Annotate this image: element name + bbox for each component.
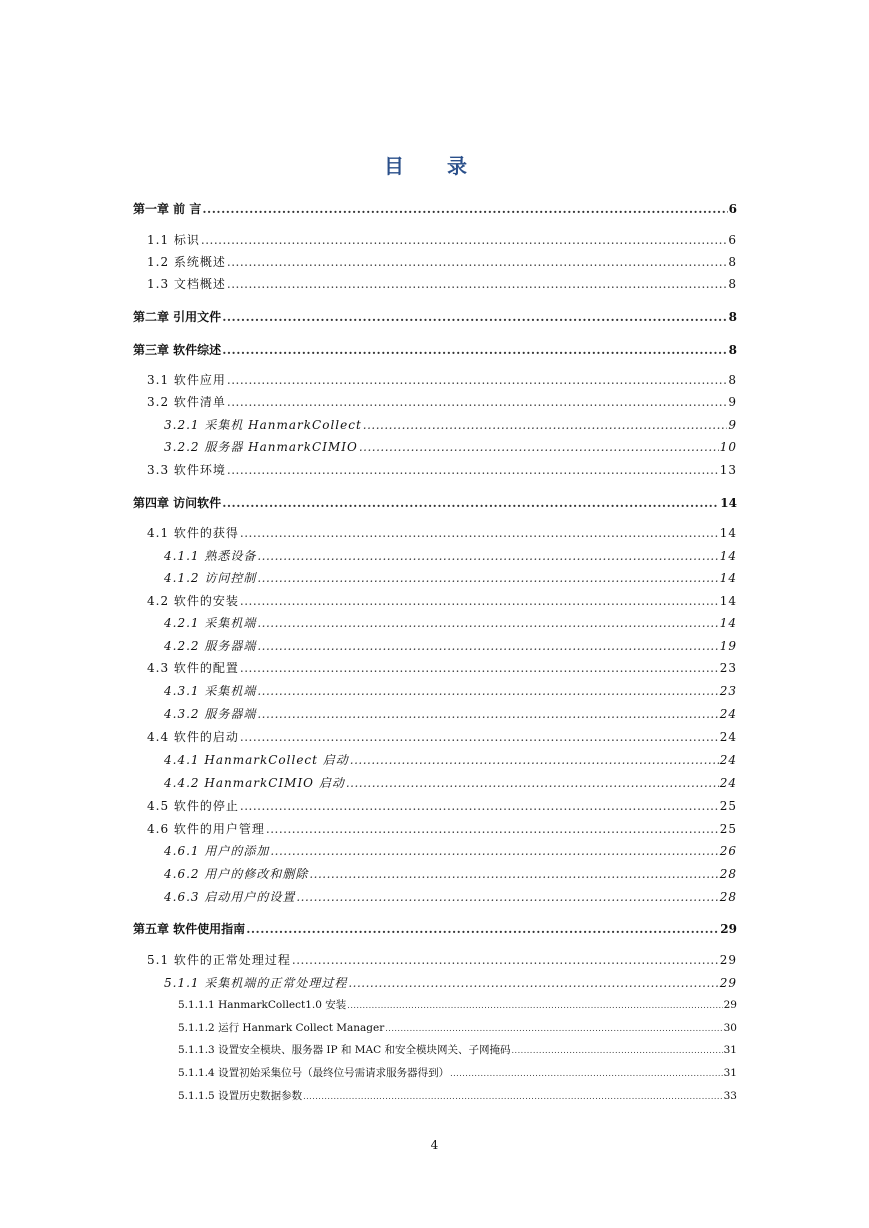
toc-entry-page: 14	[719, 594, 737, 608]
dot-leader	[227, 255, 727, 269]
dot-leader	[240, 799, 719, 813]
dot-leader	[222, 496, 719, 510]
toc-entry-page: 19	[719, 639, 737, 653]
dot-leader	[303, 1090, 723, 1102]
toc-entry-label: 第五章 软件使用指南	[133, 922, 246, 936]
dot-leader	[350, 753, 719, 767]
toc-entry-page: 9	[728, 395, 737, 409]
toc-entry-label: 4.4.1 HanmarkCollect 启动	[164, 753, 349, 767]
toc-entry[interactable]	[178, 1042, 737, 1057]
dot-leader	[240, 526, 719, 540]
toc-entry-label: 4.6.3 启动用户的设置	[164, 890, 296, 904]
toc-entry-page: 14	[720, 496, 737, 510]
toc-entry-page: 6	[728, 233, 737, 247]
toc-entry-page: 8	[728, 310, 737, 324]
dot-leader	[257, 571, 718, 585]
dot-leader	[450, 1067, 723, 1079]
toc-entry-page: 23	[719, 684, 737, 698]
toc-entry-page: 14	[719, 526, 737, 540]
toc-entry[interactable]	[178, 1088, 737, 1103]
dot-leader	[363, 418, 728, 432]
toc-entry[interactable]	[147, 728, 737, 745]
toc-entry[interactable]	[164, 842, 737, 859]
dot-leader	[257, 616, 718, 630]
toc-entry-label: 3.2.2 服务器 HanmarkCIMIO	[164, 440, 358, 454]
toc-entry-label: 4.2.2 服务器端	[164, 639, 257, 653]
dot-leader	[347, 999, 722, 1011]
toc-entry-page: 8	[728, 255, 737, 269]
toc-entry[interactable]	[164, 751, 737, 768]
toc-entry-label: 4.3.1 采集机端	[164, 684, 257, 698]
toc-entry-label: 5.1.1.3 设置安全模块、服务器 IP 和 MAC 和安全模块网关、子网掩码	[178, 1044, 511, 1056]
toc-entry-page: 23	[719, 661, 737, 675]
dot-leader	[385, 1022, 722, 1034]
dot-leader	[201, 233, 727, 247]
toc-entry[interactable]	[147, 592, 737, 609]
toc-entry[interactable]	[133, 494, 737, 511]
toc-entry[interactable]	[147, 253, 737, 270]
toc-entry[interactable]	[133, 200, 737, 217]
toc-entry-page: 28	[719, 867, 737, 881]
toc-entry-label: 第二章 引用文件	[133, 310, 222, 324]
toc-entry-label: 第一章 前 言	[133, 202, 202, 216]
toc-entry-label: 4.6.1 用户的添加	[164, 844, 270, 858]
toc-entry-label: 4.4 软件的启动	[147, 730, 239, 744]
dot-leader	[240, 594, 719, 608]
toc-entry[interactable]	[164, 888, 737, 905]
toc-entry-label: 5.1.1 采集机端的正常处理过程	[164, 976, 348, 990]
toc-entry-page: 31	[723, 1067, 737, 1079]
toc-entry-page: 24	[719, 730, 737, 744]
dot-leader	[512, 1044, 723, 1056]
dot-leader	[227, 395, 727, 409]
toc-entry-label: 3.1 软件应用	[147, 373, 226, 387]
toc-entry-page: 28	[719, 890, 737, 904]
toc-entry-page: 29	[719, 953, 737, 967]
toc-entry-label: 5.1.1.2 运行 Hanmark Collect Manager	[178, 1022, 385, 1034]
toc-entry-page: 25	[719, 822, 737, 836]
toc-entry-label: 4.2 软件的安装	[147, 594, 239, 608]
dot-leader	[266, 822, 719, 836]
toc-entry-label: 4.6 软件的用户管理	[147, 822, 265, 836]
toc-entry[interactable]	[178, 997, 737, 1012]
toc-entry-label: 3.3 软件环境	[147, 463, 226, 477]
toc-entry-page: 14	[719, 549, 737, 563]
dot-leader	[296, 890, 718, 904]
toc-entry-label: 1.2 系统概述	[147, 255, 226, 269]
dot-leader	[346, 776, 719, 790]
toc-entry-page: 9	[728, 418, 737, 432]
dot-leader	[227, 373, 727, 387]
toc-entry-label: 4.3.2 服务器端	[164, 707, 257, 721]
toc-entry[interactable]	[147, 659, 737, 676]
dot-leader	[257, 639, 718, 653]
toc-entry-label: 4.1.2 访问控制	[164, 571, 257, 585]
toc-entry[interactable]	[164, 416, 737, 433]
toc-entry[interactable]	[147, 371, 737, 388]
toc-entry-label: 3.2.1 采集机 HanmarkCollect	[164, 418, 362, 432]
toc-entry[interactable]	[164, 865, 737, 882]
toc-entry-label: 5.1.1.4 设置初始采集位号（最终位号需请求服务器得到）	[178, 1067, 450, 1079]
toc-entry-label: 4.2.1 采集机端	[164, 616, 257, 630]
toc-entry[interactable]	[164, 682, 737, 699]
toc-entry[interactable]	[147, 275, 737, 292]
toc-entry-label: 4.5 软件的停止	[147, 799, 239, 813]
toc-entry-page: 13	[719, 463, 737, 477]
toc-entry-label: 4.6.2 用户的修改和删除	[164, 867, 309, 881]
toc-entry[interactable]	[147, 951, 737, 968]
toc-entry-page: 26	[719, 844, 737, 858]
dot-leader	[292, 953, 719, 967]
toc-entry[interactable]	[164, 438, 737, 455]
toc-entry-page: 8	[728, 373, 737, 387]
toc-entry-page: 24	[719, 707, 737, 721]
toc-entry-page: 33	[723, 1090, 737, 1102]
toc-entry[interactable]	[147, 820, 737, 837]
toc-entry[interactable]	[133, 308, 737, 325]
dot-leader	[222, 343, 727, 357]
toc-entry-label: 第四章 访问软件	[133, 496, 222, 510]
toc-entry-label: 1.3 文档概述	[147, 277, 226, 291]
dot-leader	[359, 440, 719, 454]
toc-entry-label: 3.2 软件清单	[147, 395, 226, 409]
toc-entry-page: 25	[719, 799, 737, 813]
toc-entry-page: 29	[720, 922, 737, 936]
toc-entry[interactable]	[147, 524, 737, 541]
toc-entry-page: 24	[719, 776, 737, 790]
dot-leader	[309, 867, 718, 881]
toc-entry[interactable]	[147, 797, 737, 814]
toc-entry-page: 8	[728, 343, 737, 357]
toc-entry[interactable]	[164, 569, 737, 586]
dot-leader	[257, 684, 718, 698]
toc-entry[interactable]	[147, 231, 737, 248]
toc-entry-page: 6	[728, 202, 737, 216]
toc-entry-label: 4.4.2 HanmarkCIMIO 启动	[164, 776, 345, 790]
toc-entry-label: 第三章 软件综述	[133, 343, 222, 357]
toc-entry[interactable]	[164, 637, 737, 654]
toc-entry-page: 14	[719, 616, 737, 630]
dot-leader	[227, 463, 719, 477]
toc-entry-page: 31	[723, 1044, 737, 1056]
toc-entry-page: 29	[719, 976, 737, 990]
toc-entry[interactable]	[147, 461, 737, 478]
toc-entry[interactable]	[164, 614, 737, 631]
dot-leader	[246, 922, 719, 936]
dot-leader	[270, 844, 718, 858]
toc-entry-label: 5.1.1.1 HanmarkCollect1.0 安装	[178, 999, 347, 1011]
toc-entry-label: 1.1 标识	[147, 233, 200, 247]
toc-entry-page: 10	[719, 440, 737, 454]
toc-entry-page: 29	[723, 999, 737, 1011]
toc-entry-label: 4.1.1 熟悉设备	[164, 549, 257, 563]
toc-entry-page: 30	[723, 1022, 737, 1034]
dot-leader	[227, 277, 727, 291]
toc-entry[interactable]	[164, 774, 737, 791]
dot-leader	[240, 730, 719, 744]
toc-entry-label: 4.1 软件的获得	[147, 526, 239, 540]
toc-entry-page: 8	[728, 277, 737, 291]
toc-entry[interactable]	[164, 547, 737, 564]
toc-title: 目 录	[384, 154, 485, 178]
dot-leader	[202, 202, 727, 216]
dot-leader	[348, 976, 718, 990]
dot-leader	[240, 661, 719, 675]
toc-entry[interactable]	[133, 341, 737, 358]
toc-entry[interactable]	[164, 974, 737, 991]
toc-entry-label: 4.3 软件的配置	[147, 661, 239, 675]
toc-entry[interactable]	[178, 1065, 737, 1080]
toc-entry[interactable]	[133, 920, 737, 937]
toc-entry-label: 5.1.1.5 设置历史数据参数	[178, 1090, 303, 1102]
page-number: 4	[430, 1138, 439, 1152]
toc-entry-page: 14	[719, 571, 737, 585]
dot-leader	[257, 549, 718, 563]
toc-entry[interactable]	[147, 393, 737, 410]
toc-entry-label: 5.1 软件的正常处理过程	[147, 953, 291, 967]
toc-entry[interactable]	[164, 705, 737, 722]
toc-entry[interactable]	[178, 1020, 737, 1035]
dot-leader	[257, 707, 718, 721]
toc-entry-page: 24	[719, 753, 737, 767]
dot-leader	[222, 310, 727, 324]
